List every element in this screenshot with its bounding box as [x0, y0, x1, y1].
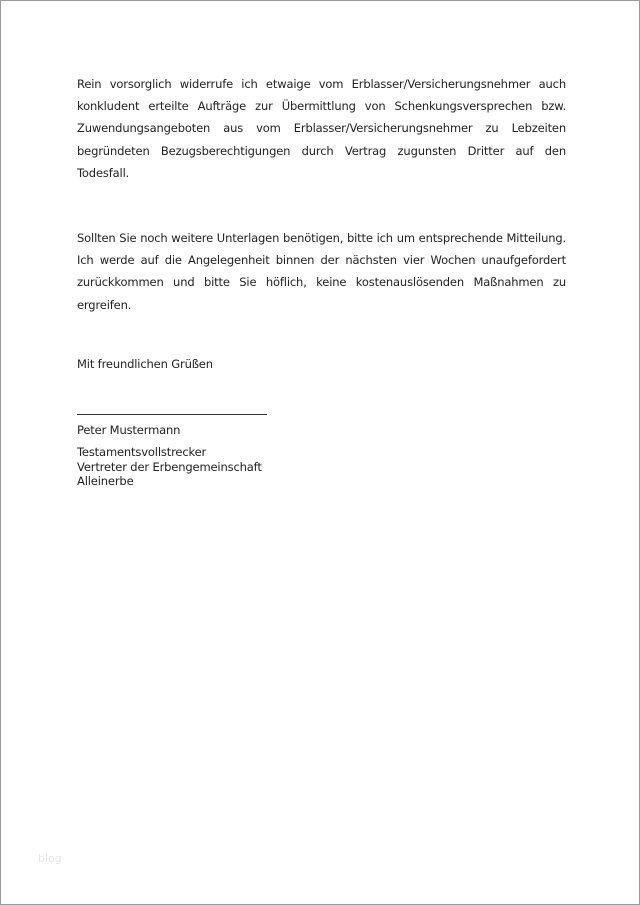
- closing-salutation: Mit freundlichen Grüßen: [77, 357, 213, 371]
- role-executor: Testamentsvollstrecker: [77, 445, 207, 459]
- paragraph-revocation: Rein vorsorglich widerrufe ich etwaige vom Erblasser/Versicherungsnehmer auch konkludent erteilte Aufträge zur Übermittlung von Schenkungsversprechen bzw. Zuwendungsangeboten aus vom Erblasser/Versicherungsnehmer zu Lebzeiten begründeten Bezugsberechtigungen durch Vertrag zugunsten Dritter auf den Todesfall.: [77, 77, 566, 180]
- role-representative: Vertreter der Erbengemeinschaft: [77, 459, 262, 474]
- role-sole-heir: Alleinerbe: [77, 474, 134, 488]
- signer-name: Peter Mustermann: [77, 423, 181, 437]
- signature-line: [77, 414, 267, 415]
- signer-roles: [77, 445, 262, 489]
- paragraph-documents-request: Sollten Sie noch weitere Unterlagen benötigen, bitte ich um entsprechende Mitteilung. Ich werde auf die Angelegenheit binnen der nächsten vier Wochen unaufgefordert zurückkommen und bitte Sie höflich, keine kostenauslösenden Maßnahmen zu ergreifen.: [77, 231, 566, 312]
- watermark: blog: [38, 852, 62, 865]
